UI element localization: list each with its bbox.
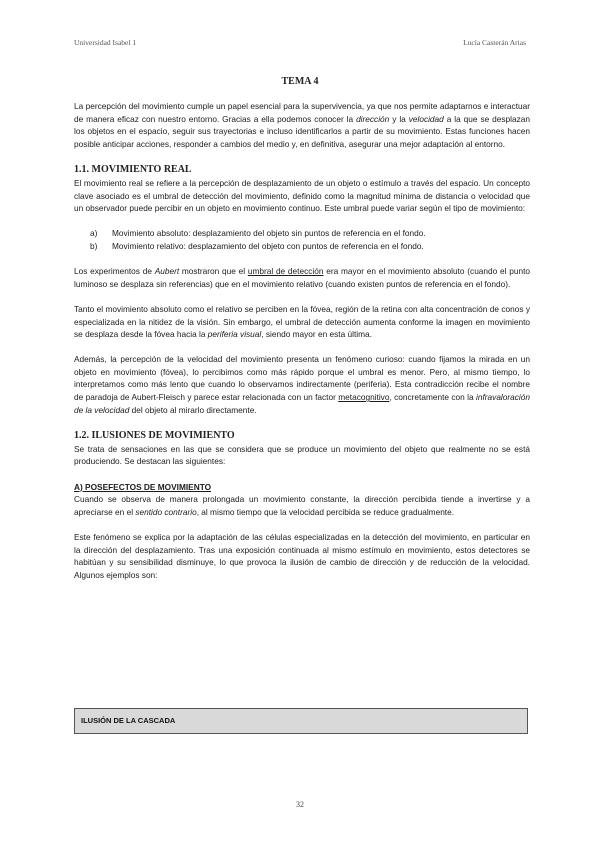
paragraph: Además, la percepción de la velocidad del movimiento presenta un fenómeno curioso: cuando fijamos la mirada en un objeto en movimiento (fóvea), lo percibimos como más rápido porque el umbral es menor. Pero, al mismo tiempo, lo interpretamos como más lento que cuando lo observamos indirectamente (periferia). Esta contradicción recibe el nombre de paradoja de Aubert-Fleisch y parece estar relacionada con un factor metacognitivo, concretamente con la infravaloración de la velocidad del objeto al mirarlo directamente. <box>74 354 530 415</box>
paragraph: Este fenómeno se explica por la adaptación de las células especializadas en la detección del movimiento, en particular en la dirección del desplazamiento. Tras una exposición continuada al mismo estímulo en movimiento, estos detectores se habitúan y su sensibilidad disminuye, lo que provoca la ilusión de cambio de dirección y de reducción de la velocidad. Algunos ejemplos son: <box>74 532 530 580</box>
page-title: TEMA 4 <box>281 76 319 87</box>
page-number: 32 <box>296 800 304 809</box>
paragraph: El movimiento real se refiere a la percepción de desplazamiento de un objeto o estímulo a través del espacio. Un concepto clave asociado es el umbral de detección del movimiento, definido como la magnitud mínima de distancia o velocidad que un observador puede percibir en un objeto en movimiento continuo. Este umbral puede variar según el tipo de movimiento: <box>74 177 530 214</box>
paragraph: Tanto el movimiento absoluto como el relativo se perciben en la fóvea, región de la retina con alta concentración de conos y especializada en la nitidez de la visión. Sin embargo, el umbral de detección aumenta conforme la imagen en movimiento se desplaza desde la fóvea hacia la periferia visual, siendo mayor en esta última. <box>74 303 530 340</box>
movement-type-list <box>74 227 530 252</box>
header-right: Lucía Casterán Arias <box>463 38 526 47</box>
section-heading-ilusiones: 1.2. ILUSIONES DE MOVIMIENTO <box>74 429 235 441</box>
illusion-box-label: ILUSIÓN DE LA CASCADA <box>81 716 176 725</box>
paragraph: Cuando se observa de manera prolongada un movimiento constante, la dirección percibida tiende a invertirse y a apreciarse en el sentido contrario, al mismo tiempo que la velocidad percibida se reduce gradualmente. <box>74 494 530 517</box>
header-left: Universidad Isabel 1 <box>74 38 137 47</box>
intro-paragraph: La percepción del movimiento cumple un papel esencial para la supervivencia, ya que nos permite adaptarnos e interactuar de manera eficaz con nuestro entorno. Gracias a ella podemos conocer la dirección y la velocidad a la que se desplazan los objetos en el espacio, seguir sus trayectorias e incluso identificarlos a partir de su movimiento. Estas funciones hacen posible anticipar acciones, responder a cambios del medio y, en definitiva, asegurar una mejor adaptación al entorno. <box>74 101 530 149</box>
paragraph: Se trata de sensaciones en las que se considera que se produce un movimiento del objeto que realmente no se está produciendo. Se destacan las siguientes: <box>74 443 530 467</box>
subheading-posefectos: A) POSEFECTOS DE MOVIMIENTO <box>74 481 212 492</box>
document-body <box>74 100 530 594</box>
section-heading-movimiento-real: 1.1. MOVIMIENTO REAL <box>74 163 192 175</box>
illusion-box <box>74 708 528 734</box>
list-item: a) Movimiento absoluto: desplazamiento del objeto sin puntos de referencia en el fondo. <box>90 228 426 239</box>
list-item: b) Movimiento relativo: desplazamiento del objeto con puntos de referencia en el fondo. <box>90 240 424 251</box>
paragraph: Los experimentos de Aubert mostraron que el umbral de detección era mayor en el movimiento absoluto (cuando el punto luminoso se desplaza sin referencias) que en el movimiento relativo (cuando existen puntos de referencia en el fondo). <box>74 266 530 289</box>
